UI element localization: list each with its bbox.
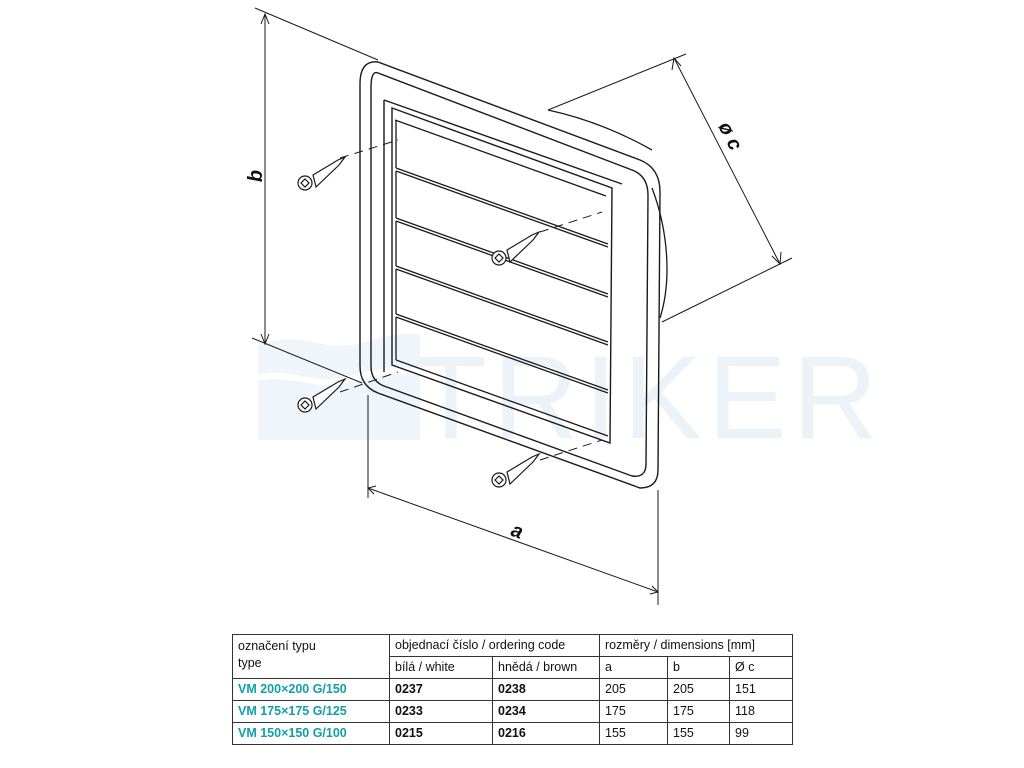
brown-code-cell: 0216 — [493, 723, 600, 745]
type-cell: VM 150×150 G/100 — [233, 723, 390, 745]
dimensions-header-cell: rozměry / dimensions [mm] — [600, 635, 793, 657]
type-header-en: type — [238, 656, 262, 670]
brown-header-cell: hnědá / brown — [493, 657, 600, 679]
brown-code-cell: 0238 — [493, 679, 600, 701]
dimension-a-label: a — [508, 519, 527, 544]
watermark-logo — [258, 332, 884, 464]
table-header-row — [233, 635, 793, 657]
dimension-c-label: ø c — [713, 118, 747, 155]
brown-code-cell: 0234 — [493, 701, 600, 723]
dimension-b — [252, 8, 378, 383]
table-row — [233, 701, 793, 723]
table-row — [233, 679, 793, 701]
dimension-b-label: b — [245, 169, 267, 183]
type-cell: VM 175×175 G/125 — [233, 701, 390, 723]
c-value-cell: 99 — [730, 723, 793, 745]
a-value-cell: 175 — [600, 701, 668, 723]
c-value-cell: 118 — [730, 701, 793, 723]
screw-center-right — [492, 232, 539, 265]
c-header-cell: Ø c — [730, 657, 793, 679]
table-row — [233, 723, 793, 745]
spec-table — [232, 634, 793, 745]
type-header-cell — [233, 635, 390, 679]
type-cell: VM 200×200 G/150 — [233, 679, 390, 701]
white-code-cell: 0237 — [390, 679, 493, 701]
a-value-cell: 205 — [600, 679, 668, 701]
frame-wall-collar — [548, 110, 667, 318]
c-value-cell: 151 — [730, 679, 793, 701]
screw-top-left — [298, 157, 345, 190]
watermark-text: TRIKER — [415, 332, 884, 464]
white-header-cell: bílá / white — [390, 657, 493, 679]
b-header-cell: b — [668, 657, 730, 679]
ordering-header-cell: objednací číslo / ordering code — [390, 635, 600, 657]
a-value-cell: 155 — [600, 723, 668, 745]
b-value-cell: 155 — [668, 723, 730, 745]
type-header-cz: označení typu — [238, 639, 316, 653]
b-value-cell: 175 — [668, 701, 730, 723]
b-value-cell: 205 — [668, 679, 730, 701]
a-header-cell: a — [600, 657, 668, 679]
white-code-cell: 0233 — [390, 701, 493, 723]
white-code-cell: 0215 — [390, 723, 493, 745]
